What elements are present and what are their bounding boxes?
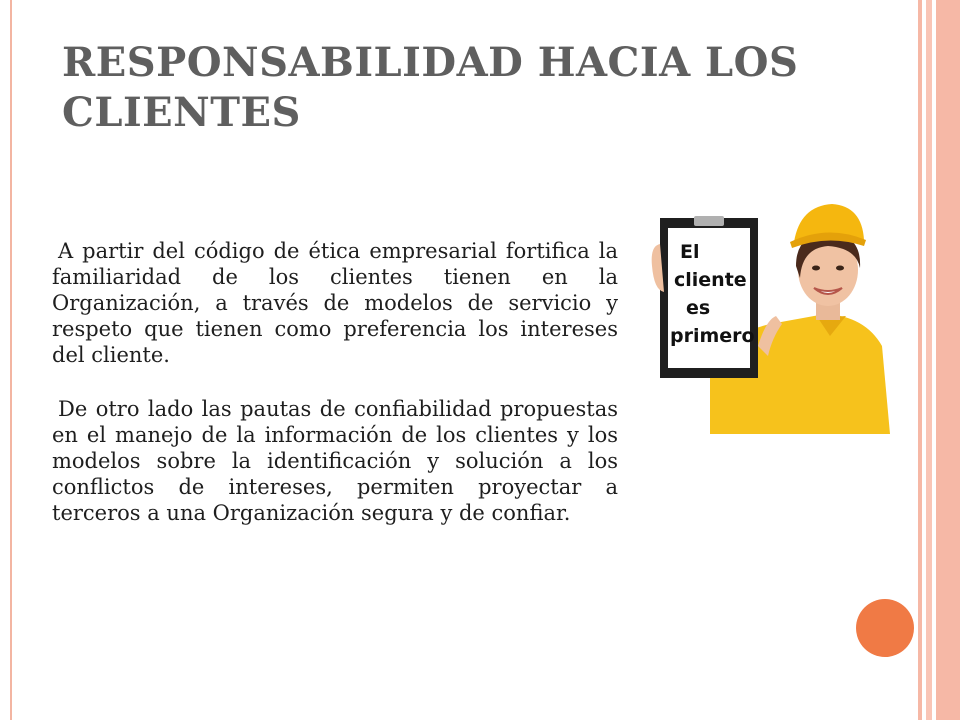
paragraph-1: A partir del código de ética empresarial fortifica la familiaridad de los clientes tienen en la Organización, a través de modelos de servicio y respeto que tienen como preferencia los intereses del cliente. — [52, 239, 618, 367]
slide-body — [52, 238, 618, 554]
right-eye — [836, 266, 844, 271]
paragraph-2: De otro lado las pautas de confiabilidad propuestas en el manejo de la información de los clientes y los modelos sobre la identificación y solución a los conflictos de intereses, permiten proyectar a terceros a una Organización segura y de confiar. — [52, 397, 618, 525]
orange-circle-decoration — [856, 599, 914, 657]
sign-line-1: El — [680, 241, 700, 263]
right-stripe-decoration — [914, 0, 960, 720]
slide-title: RESPONSABILIDAD HACIA LOS CLIENTES — [62, 39, 799, 136]
customer-service-photo — [650, 196, 890, 434]
left-border-decoration — [0, 0, 12, 720]
clipboard-clip — [694, 216, 724, 226]
sign-line-2: cliente — [674, 269, 747, 291]
woman-holding-sign-illustration — [650, 196, 890, 434]
sign-line-3: es — [686, 297, 711, 319]
sign-line-4: primero — [670, 325, 755, 347]
left-eye — [812, 266, 820, 271]
